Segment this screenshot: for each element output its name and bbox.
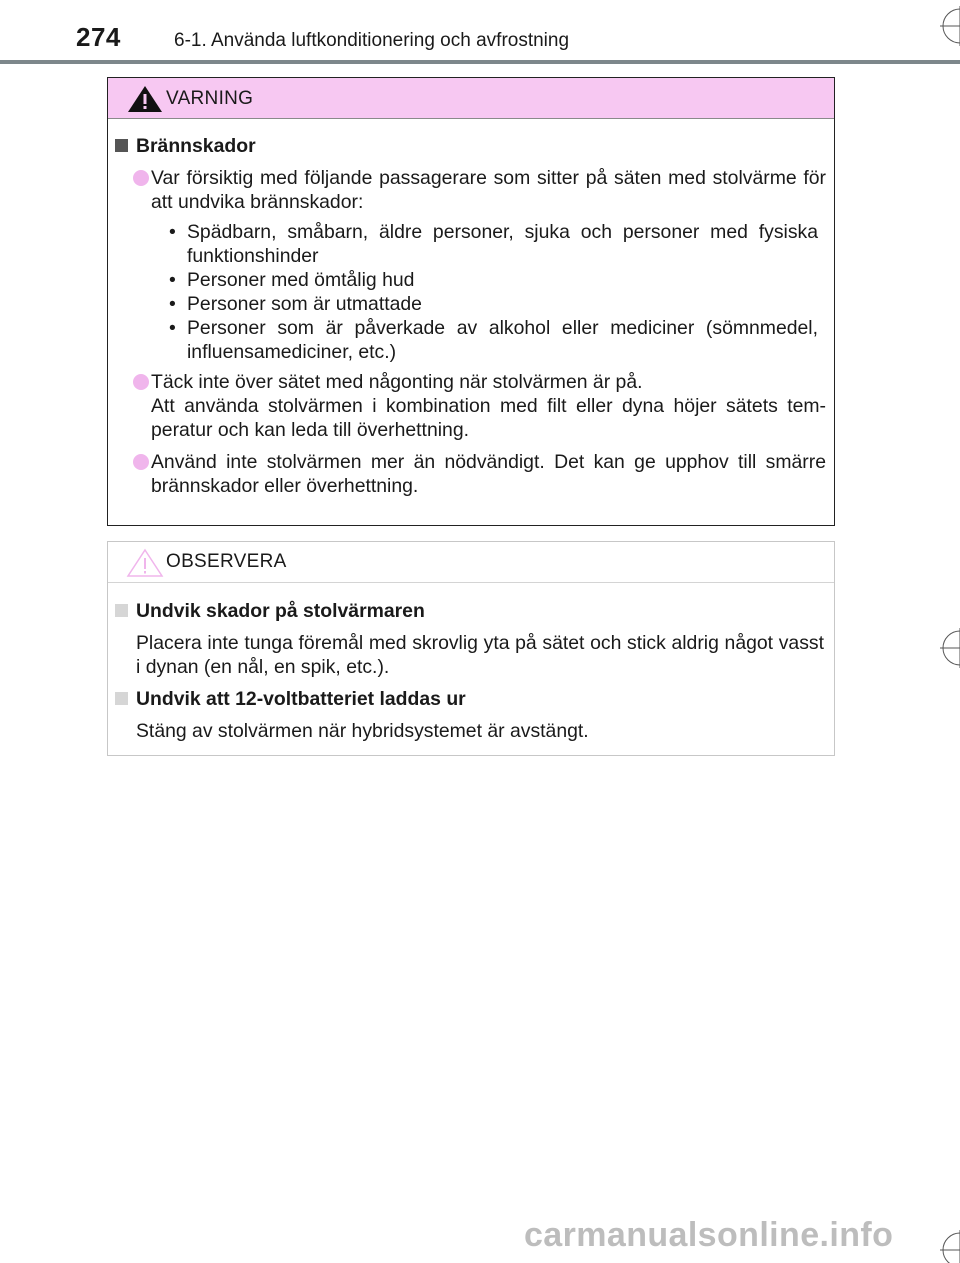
circle-bullet-icon: [133, 170, 149, 186]
list-item: [169, 220, 818, 268]
list-item-text: Personer som är utmattade: [187, 293, 422, 315]
header-divider: [0, 60, 960, 64]
notice-heading-1: [108, 599, 834, 623]
warning-bullet-1-text: Var försiktig med följande passagerare som sitter på säten med stolvärme för att undvika brännskador:: [151, 167, 826, 213]
notice-box: [107, 541, 835, 756]
warning-box: [107, 77, 835, 526]
section-title: 6-1. Använda luftkonditionering och avfrostning: [174, 30, 570, 51]
list-item: [169, 268, 818, 292]
footer-watermark[interactable]: carmanualsonline.info: [524, 1216, 894, 1254]
circle-bullet-icon: [133, 454, 149, 470]
square-bullet-icon: [115, 692, 128, 705]
notice-heading-1-text: Undvik skador på stolvärmaren: [136, 600, 425, 622]
warning-bullet-2-line-2: Att använda stolvärmen i kombination med filt eller dyna höjer sätets tem-peratur och kan leda till överhettning.: [151, 395, 826, 441]
circle-bullet-icon: [133, 374, 149, 390]
notice-text-2: Stäng av stolvärmen när hybridsystemet är avstängt.: [136, 720, 589, 742]
list-item: [169, 292, 818, 316]
dot-bullet-icon: •: [169, 317, 176, 339]
caution-triangle-icon: [126, 548, 164, 578]
warning-heading-text: Brännskador: [136, 135, 256, 157]
notice-text-1: Placera inte tunga föremål med skrovlig yta på sätet och stick aldrig något vasst i dynan (en nål, en spik, etc.).: [136, 632, 824, 678]
warning-label: VARNING: [166, 88, 254, 109]
notice-header: [108, 542, 834, 583]
warning-bullet-3: [108, 450, 834, 498]
warning-header: [108, 78, 834, 119]
list-item-text: Personer som är påverkade av alkohol eller mediciner (sömnmedel, influensamediciner, etc.): [187, 317, 818, 363]
notice-label: OBSERVERA: [166, 551, 287, 572]
list-item-text: Personer med ömtålig hud: [187, 269, 415, 291]
notice-body: [108, 599, 834, 751]
notice-heading-2-text: Undvik att 12-voltbatteriet laddas ur: [136, 688, 466, 710]
warning-bullet-1: [108, 166, 834, 214]
warning-bullet-2-line-1: Täck inte över sätet med någonting när stolvärmen är på.: [151, 371, 643, 393]
notice-heading-2: [108, 687, 834, 711]
registration-mark-icon: [940, 1230, 960, 1263]
warning-triangle-icon: [126, 84, 164, 114]
warning-bullet-3-text: Använd inte stolvärmen mer än nödvändigt. Det kan ge upphov till smärre brännskador eller överhettning.: [151, 451, 826, 497]
list-item-text: Spädbarn, småbarn, äldre personer, sjuka och personer med fysiska funktionshinder: [187, 221, 818, 267]
list-item: [169, 316, 818, 364]
warning-bullet-2: [108, 370, 834, 442]
square-bullet-icon: [115, 604, 128, 617]
registration-mark-icon: [940, 6, 960, 46]
warning-heading: [108, 134, 834, 158]
dot-bullet-icon: •: [169, 293, 176, 315]
warning-sub-list: [108, 220, 834, 364]
dot-bullet-icon: •: [169, 269, 176, 291]
warning-body: [108, 134, 834, 506]
square-bullet-icon: [115, 139, 128, 152]
registration-mark-icon: [940, 628, 960, 668]
dot-bullet-icon: •: [169, 221, 176, 243]
page-number: 274: [76, 22, 121, 52]
